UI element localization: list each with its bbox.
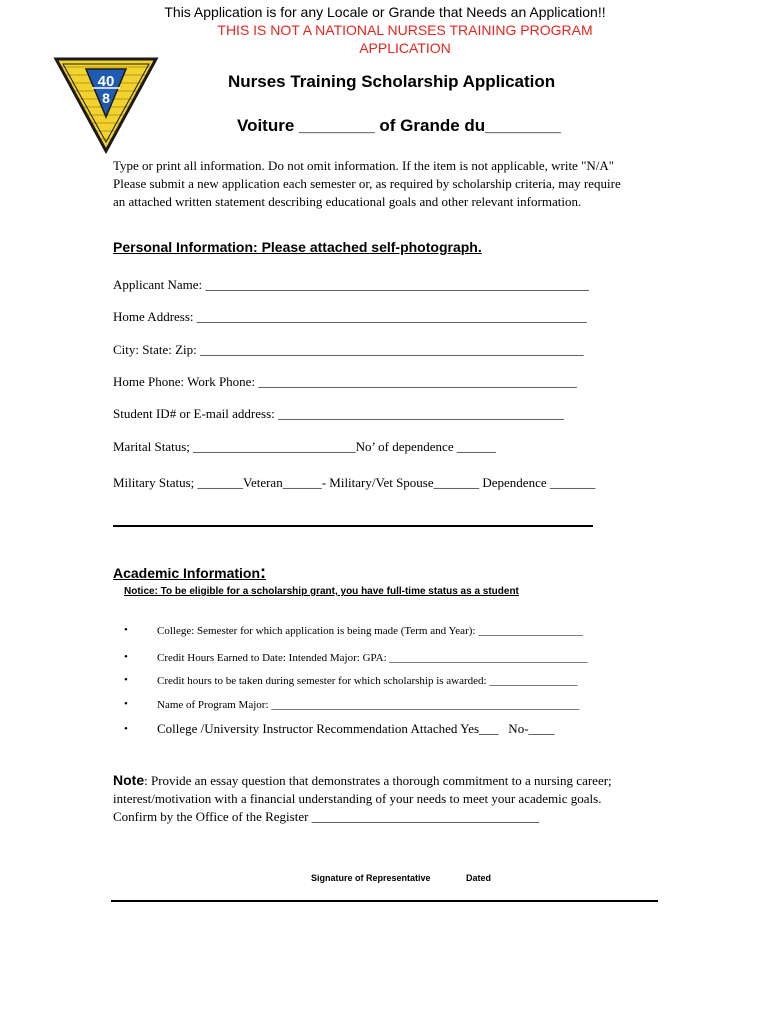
dated-label: Dated — [466, 873, 492, 883]
student-id-email-field[interactable]: Student ID# or E-mail address: ____________________________________________ — [113, 406, 564, 421]
credit-hours-planned-field[interactable]: Credit hours to be taken during semester for which scholarship is awarded: ________________ — [157, 675, 578, 687]
bullet-icon: • — [124, 723, 128, 735]
home-address-field[interactable]: Home Address: ____________________________________________________________ — [113, 309, 587, 324]
phone-field[interactable]: Home Phone: Work Phone: _________________________________________________ — [113, 374, 577, 389]
signature-line[interactable] — [111, 900, 658, 902]
city-state-zip-field[interactable]: City: State: Zip: ___________________________________________________________ — [113, 342, 584, 357]
bullet-icon: • — [124, 651, 128, 663]
note-paragraph — [113, 771, 673, 826]
semester-field[interactable]: College: Semester for which application is being made (Term and Year): ___________________ — [157, 625, 583, 637]
academic-heading-text: Academic Information — [113, 565, 261, 581]
header-notice: This Application is for any Locale or Grande that Needs an Application!! — [164, 4, 606, 20]
eligibility-notice: Notice: To be eligible for a scholarship grant, you have full-time status as a student — [124, 586, 519, 597]
form-subtitle: Voiture ________ of Grande du________ — [237, 116, 561, 135]
recommendation-field[interactable]: College /University Instructor Recommendation Attached Yes___ No-____ — [157, 721, 555, 736]
header-warning-line1: THIS IS NOT A NATIONAL NURSES TRAINING PROGRAM — [217, 22, 593, 38]
instructions-line: Please submit a new application each semester or, as required by scholarship criteria, may require — [113, 176, 621, 191]
note-line — [113, 771, 673, 790]
bullet-icon: • — [124, 698, 128, 710]
credit-hours-earned-field[interactable]: Credit Hours Earned to Date: Intended Major: GPA: ____________________________________ — [157, 652, 588, 664]
signature-label: Signature of Representative — [311, 873, 431, 883]
academic-heading-colon: : — [260, 562, 267, 582]
logo-number-top: 40 — [97, 73, 115, 90]
form-title: Nurses Training Scholarship Application — [228, 72, 556, 91]
note-label: Note — [113, 772, 145, 788]
header-warning-line2: APPLICATION — [359, 40, 451, 56]
program-major-field[interactable]: Name of Program Major: ________________________________________________________ — [157, 699, 580, 711]
military-status-field[interactable]: Military Status; _______Veteran______- Military/Vet Spouse_______ Dependence _______ — [113, 475, 596, 490]
bullet-icon: • — [124, 674, 128, 686]
academic-information-heading — [113, 562, 266, 583]
instructions-line: Type or print all information. Do not omit information. If the item is not applicable, write "N/A" — [113, 158, 615, 173]
personal-information-heading: Personal Information: Please attached self-photograph. — [113, 239, 482, 255]
applicant-name-field[interactable]: Applicant Name: ___________________________________________________________ — [113, 277, 589, 292]
bullet-icon: • — [124, 624, 128, 636]
forty-and-eight-emblem-logo — [52, 55, 160, 155]
logo-number-bottom: 8 — [102, 90, 110, 106]
section-divider — [113, 525, 593, 527]
note-line: interest/motivation with a financial understanding of your needs to meet your academic goals. — [113, 791, 602, 806]
instructions-line: an attached written statement describing educational goals and other relevant information. — [113, 194, 582, 209]
marital-status-field[interactable]: Marital Status; _________________________No’ of dependence ______ — [113, 439, 496, 454]
instructions-paragraph — [113, 157, 673, 211]
register-confirmation-field[interactable]: Confirm by the Office of the Register ___________________________________ — [113, 809, 540, 824]
note-text: : Provide an essay question that demonstrates a thorough commitment to a nursing career; — [144, 773, 612, 788]
